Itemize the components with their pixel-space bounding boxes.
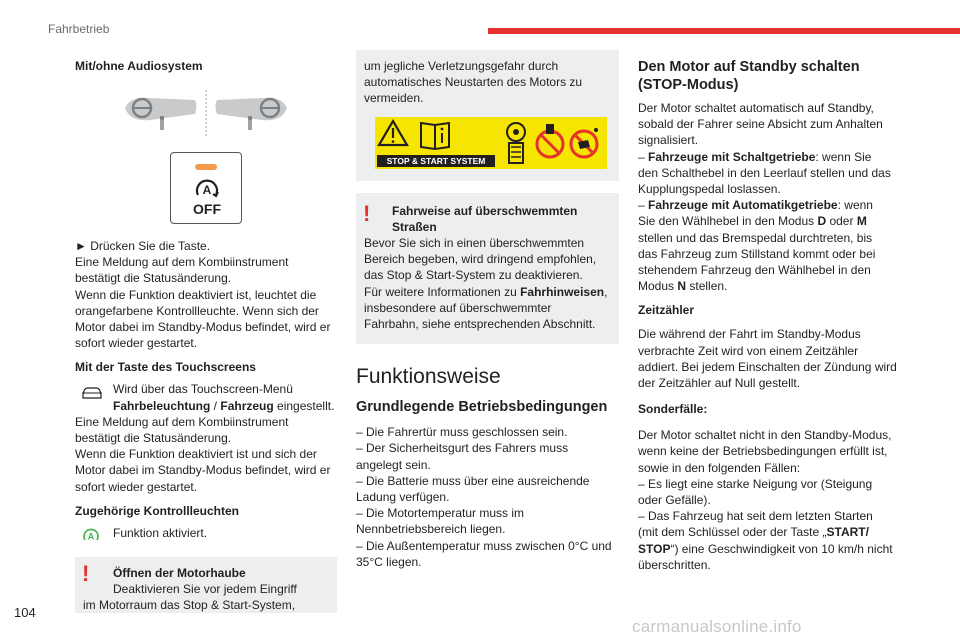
warning-box-continued <box>356 50 619 181</box>
text-span: – <box>638 198 649 213</box>
text-line: Wird über das Touchscreen-Menü <box>113 382 293 397</box>
timer-text <box>638 326 904 391</box>
svg-text:A: A <box>202 183 212 197</box>
text-line: wenn keine der Betriebsbedingungen erfüllt ist, <box>638 444 888 459</box>
text-line: stehendem Fahrzeug den Wählhebel in den <box>638 263 871 278</box>
warning-box-bonnet <box>75 557 337 613</box>
text-line: – Die Batterie muss über eine ausreichende <box>356 473 590 488</box>
text-line: sofort wieder gestartet. <box>75 479 198 494</box>
text-line: Der Motor schaltet nicht in den Standby-Modus, <box>638 428 892 443</box>
dashboard-illustration <box>75 88 337 144</box>
section-reference: Fahrhinweisen <box>520 284 605 299</box>
text-span: – <box>638 149 649 164</box>
touchscreen-instruction <box>75 381 337 413</box>
text-line: vermeiden. <box>364 91 424 106</box>
text-line: Ladung verfügen. <box>356 490 450 505</box>
menu-name-vehicle: Fahrzeug <box>220 398 274 413</box>
text-line: – Die Fahrertür muss geschlossen sein. <box>356 425 568 440</box>
mode-n: N <box>677 279 687 294</box>
mode-m: M <box>856 214 867 229</box>
heading-stop-mode-line2: (STOP-Modus) <box>638 77 739 93</box>
text-line <box>113 398 337 414</box>
text-line: angelegt sein. <box>356 457 431 472</box>
text-line: ► Drücken Sie die Taste. <box>75 239 211 253</box>
column-middle <box>356 50 619 570</box>
text-line <box>638 213 904 229</box>
heading-warning-lamps: Zugehörige Kontrollleuchten <box>75 503 239 518</box>
heading-timer: Zeitzähler <box>638 303 695 318</box>
text-line: Deaktivieren Sie vor jedem Eingriff <box>113 582 297 597</box>
warning-title-line2: Straßen <box>392 219 437 234</box>
button-off-label: OFF <box>193 201 221 217</box>
text-line: orangefarbene Kontrollleuchte. Wenn sich der <box>75 303 319 318</box>
text-line: Die während der Fahrt im Standby-Modus <box>638 327 861 342</box>
text-line: bestätigt die Statusänderung. <box>75 271 232 286</box>
text-line: Wenn die Funktion deaktiviert ist, leuchtet die <box>75 287 317 302</box>
text-line <box>638 524 904 540</box>
warning-title: Öffnen der Motorhaube <box>113 565 246 580</box>
warning-exclamation-icon: ! <box>363 200 371 226</box>
text-line: der Zeitzähler auf Null gestellt. <box>638 376 801 391</box>
text-span: eingestellt. <box>273 398 335 413</box>
text-line: das Fahrzeug zum Stillstand kommt oder bei <box>638 246 876 261</box>
text-line: überschritten. <box>638 557 711 572</box>
text-line: Eine Meldung auf dem Kombiinstrument <box>75 255 289 270</box>
text-line: – Die Motortemperatur muss im <box>356 506 525 521</box>
section-heading-functioning: Funktionsweise <box>356 365 501 389</box>
stop-mode-text <box>638 100 904 294</box>
text-line: oder Gefälle). <box>638 493 711 508</box>
warning-title: Fahrweise auf überschwemmten <box>392 203 578 218</box>
menu-name-lighting: Fahrbeleuchtung <box>113 398 211 413</box>
header-accent-bar <box>488 28 960 34</box>
text-line: sowie in den folgenden Fällen: <box>638 460 801 475</box>
text-line: bestätigt die Statusänderung. <box>75 431 232 446</box>
text-line: Bereich begeben, wird dringend empfohlen, <box>364 252 597 267</box>
text-line <box>638 149 904 165</box>
text-line: addiert. Bei jedem Einschalten der Zündung wird <box>638 359 897 374</box>
text-span: : wenn Sie <box>815 149 872 164</box>
text-line: 35°C liegen. <box>356 554 422 569</box>
stop-start-label-text: STOP & START SYSTEM <box>386 155 486 166</box>
heading-audio-system: Mit/ohne Audiosystem <box>75 59 203 73</box>
menu-separator: / <box>210 398 221 413</box>
text-line <box>638 197 904 213</box>
heading-basic-conditions: Grundlegende Betriebsbedingungen <box>356 399 608 416</box>
text-line: um jegliche Verletzungsgefahr durch <box>364 59 559 73</box>
text-line: – Es liegt eine starke Neigung vor (Steigung <box>638 476 873 491</box>
heading-touchscreen: Mit der Taste des Touchscreens <box>75 360 256 375</box>
svg-text:A: A <box>87 531 95 542</box>
lamp-row <box>75 525 337 545</box>
text-span: stellen. <box>686 279 728 294</box>
text-line: sobald der Fahrer seine Absicht zum Anhalten <box>638 117 883 132</box>
text-line: automatisches Neustarten des Motors zu <box>364 75 583 90</box>
text-line: Fahrbahn, siehe entsprechenden Abschnitt. <box>364 317 596 332</box>
warning-exclamation-icon: ! <box>82 560 90 586</box>
text-span: (mit dem Schlüssel oder der Taste „ <box>638 525 827 540</box>
text-line: Motor dabei im Standby-Modus befindet, wird er <box>75 463 331 478</box>
stop-start-warning-label <box>375 117 607 169</box>
heading-special-cases: Sonderfälle: <box>638 402 708 417</box>
text-line: Der Motor schaltet automatisch auf Standby, <box>638 101 874 115</box>
dashboard-steering-icon <box>75 88 337 144</box>
text-line: Motor dabei im Standby-Modus befindet, wird er <box>75 320 331 335</box>
start-stop-key-label-2: STOP <box>638 541 671 556</box>
text-line: Wenn die Funktion deaktiviert ist und sich der <box>75 447 317 462</box>
text-span: “) eine Geschwindigkeit von 10 km/h nicht <box>670 541 893 556</box>
text-line: insbesondere auf überschwemmter <box>364 300 552 315</box>
text-line: den Schalthebel in den Leerlauf stellen und das <box>638 165 891 180</box>
column-left <box>75 58 337 613</box>
text-line <box>638 541 904 557</box>
text-line <box>638 278 904 294</box>
text-line: sofort wieder gestartet. <box>75 336 198 351</box>
text-line: stellen und das Bremspedal durchtreten, bis <box>638 230 873 245</box>
text-span: oder <box>826 214 857 229</box>
text-line <box>364 284 611 300</box>
text-line: – Das Fahrzeug hat seit dem letzten Starten <box>638 509 873 524</box>
text-line: verbrachte Zeit wird von einem Zeitzähler <box>638 343 859 358</box>
text-span: : wenn <box>837 198 873 213</box>
running-header: Fahrbetrieb <box>48 22 110 36</box>
lamp-description: Funktion aktiviert. <box>113 525 208 540</box>
warning-box-flooded-roads <box>356 193 619 345</box>
touch-instructions <box>75 414 337 495</box>
text-span: Modus <box>638 279 678 294</box>
manual-gearbox-label: Fahrzeuge mit Schaltgetriebe <box>648 149 816 164</box>
button-instructions <box>75 238 337 351</box>
text-line: Bevor Sie sich in einen überschwemmten <box>364 236 585 251</box>
text-line: signalisiert. <box>638 133 699 148</box>
column-right <box>638 58 904 573</box>
text-span: Sie den Wählhebel in den Modus <box>638 214 818 229</box>
stop-start-off-button[interactable] <box>170 152 242 224</box>
green-auto-lamp-icon <box>82 527 100 545</box>
text-line: Nennbetriebsbereich liegen. <box>356 522 506 537</box>
page-number: 104 <box>14 605 36 620</box>
start-stop-key-label: START/ <box>826 525 869 540</box>
automatic-gearbox-label: Fahrzeuge mit Automatikgetriebe <box>648 198 838 213</box>
special-cases-text <box>638 427 904 573</box>
text-line: Eine Meldung auf dem Kombiinstrument <box>75 414 289 429</box>
orange-indicator-light <box>195 164 217 170</box>
mode-d: D <box>817 214 827 229</box>
text-line: – Der Sicherheitsgurt des Fahrers muss <box>356 441 569 456</box>
watermark: carmanualsonline.info <box>632 617 802 636</box>
car-icon <box>81 386 103 400</box>
text-line: Kupplungspedal loslassen. <box>638 182 781 197</box>
text-line: das Stop & Start-System zu deaktivieren. <box>364 268 583 283</box>
conditions-list <box>356 424 619 570</box>
text-line: – Die Außentemperatur muss zwischen 0°C und <box>356 538 612 553</box>
text-span: Für weitere Informationen zu <box>364 284 521 299</box>
text-span: , <box>604 284 608 299</box>
text-line: im Motorraum das Stop & Start-System, <box>83 598 296 613</box>
heading-stop-mode: Den Motor auf Standby schalten <box>638 59 860 75</box>
